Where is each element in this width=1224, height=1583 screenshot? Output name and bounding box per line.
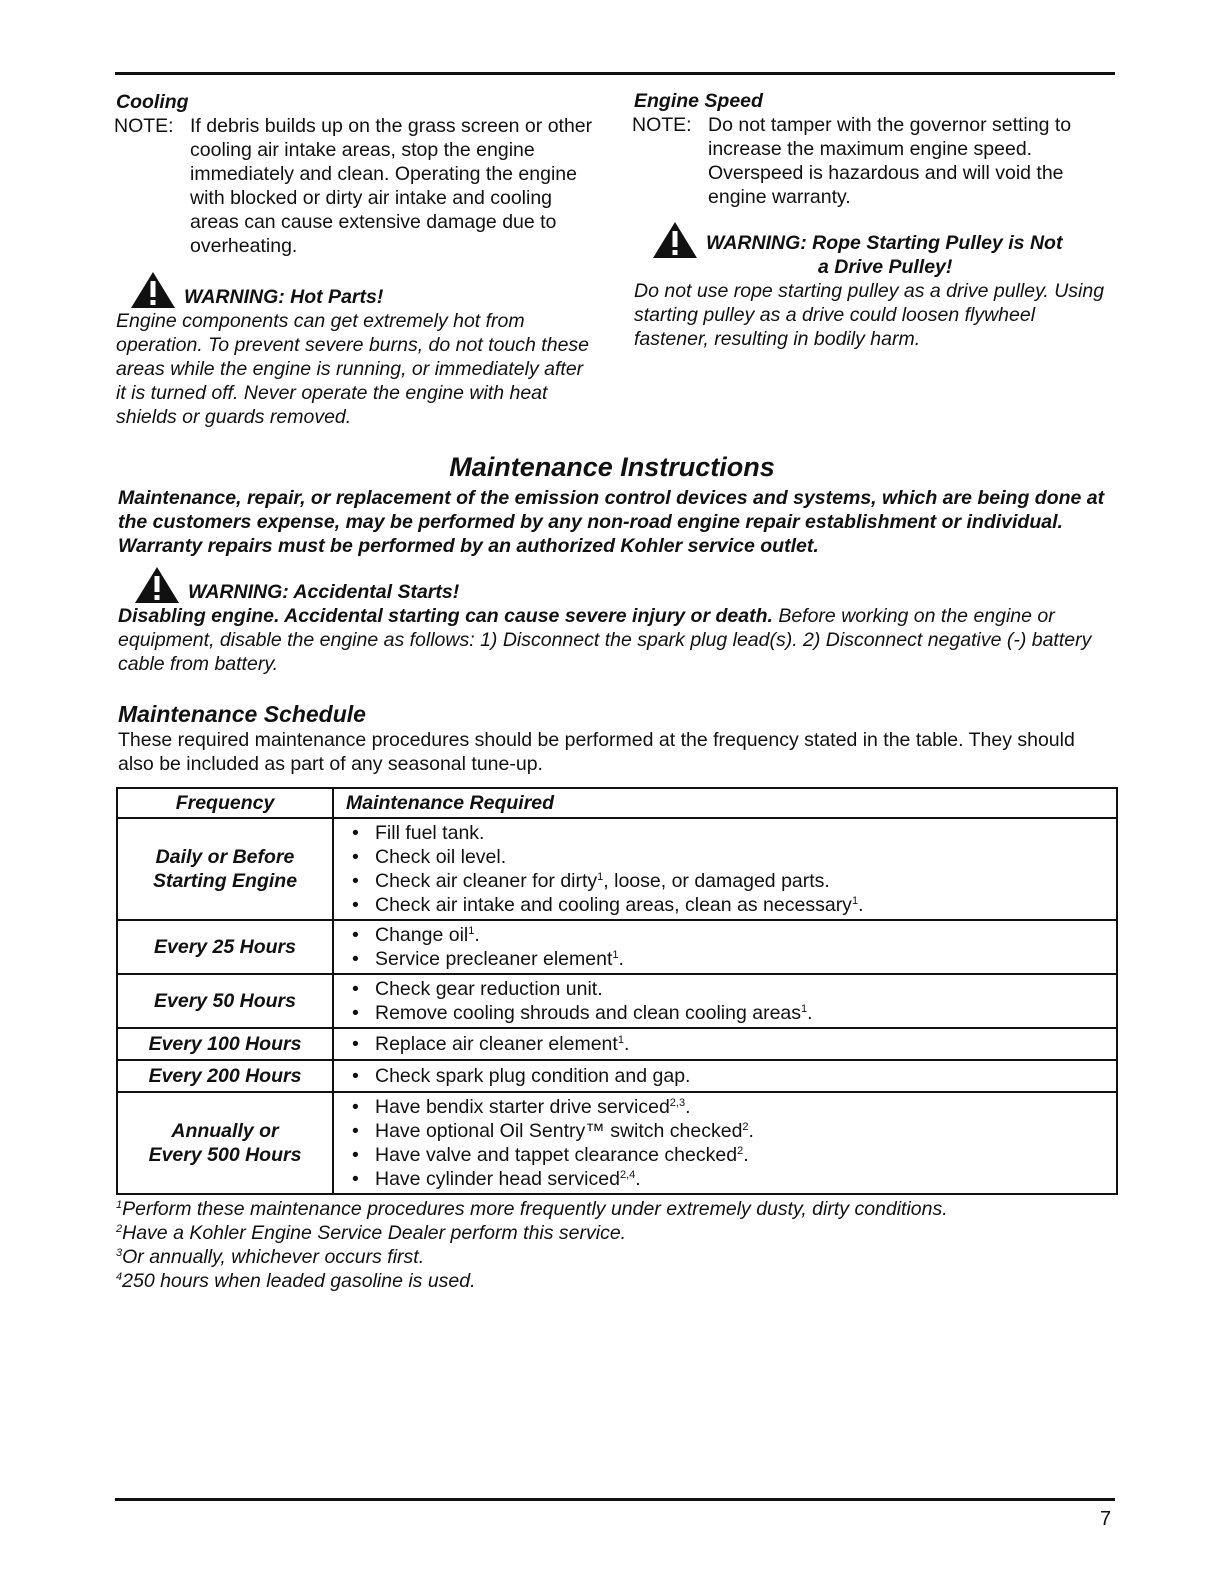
task-item <box>346 1167 1104 1191</box>
task-item <box>346 977 1104 1001</box>
task-item <box>346 1001 1104 1025</box>
note-label: NOTE: <box>632 114 692 136</box>
frequency-line: Starting Engine <box>152 870 298 892</box>
engine-speed-section <box>634 89 1114 351</box>
frequency-cell <box>117 1028 333 1060</box>
task-item <box>346 1143 1104 1167</box>
warning-triangle-icon <box>134 566 180 604</box>
maintenance-schedule-heading: Maintenance Schedule <box>118 701 366 727</box>
warning-triangle-icon <box>130 271 176 309</box>
maintenance-schedule-intro: These required maintenance procedures should be performed at the frequency stated in the table. They should also be included as part of any seasonal tune-up. <box>118 729 1075 775</box>
task-item <box>346 869 1104 893</box>
task-text: Check air cleaner for dirty <box>375 870 598 892</box>
footnote-mark: 1 <box>116 1199 123 1211</box>
footnote-ref: 2 <box>737 1145 744 1157</box>
task-text-after: . <box>623 1033 630 1055</box>
footnote-ref: 2,3 <box>669 1097 686 1109</box>
task-text-after: . <box>618 948 624 970</box>
task-item <box>346 923 1104 947</box>
maintenance-title: Maintenance Instructions <box>449 452 775 482</box>
footnote-ref: 1 <box>597 871 604 883</box>
cooling-note <box>114 114 596 258</box>
accidental-starts-warning-lead: Disabling engine. Accidental starting can cause severe injury or death. <box>118 605 773 627</box>
footnote <box>116 1269 948 1293</box>
frequency-line: Every 200 Hours <box>148 1065 302 1087</box>
maintenance-schedule-section <box>118 700 1108 776</box>
accidental-starts-warning-text: Before working on the engine or equipment, disable the engine as follows: 1) Disconnect the spark plug lead(s). 2) Disconnect negative (-) battery cable from battery. <box>118 605 1092 675</box>
table-body <box>117 818 1117 1194</box>
task-item <box>346 1032 1104 1056</box>
footnote-ref: 1 <box>612 949 619 961</box>
maintenance-schedule-table <box>116 787 1118 1195</box>
task-text-after: , loose, or damaged parts. <box>603 870 830 892</box>
rope-pulley-warning-title-line2: a Drive Pulley! <box>818 256 953 278</box>
task-text: Remove cooling shrouds and clean cooling areas <box>375 1002 802 1024</box>
frequency-cell <box>117 818 333 920</box>
accidental-starts-warning-body <box>118 604 1118 676</box>
footnote-text: Perform these maintenance procedures more frequently under extremely dusty, dirty conditions. <box>122 1198 948 1220</box>
footnote-mark: 3 <box>116 1247 123 1259</box>
footnote-text: Or annually, whichever occurs first. <box>122 1246 425 1268</box>
task-text-after: . <box>858 894 864 916</box>
frequency-line: Every 500 Hours <box>148 1144 302 1166</box>
task-text: Have bendix starter drive serviced <box>375 1096 670 1118</box>
frequency-cell <box>117 974 333 1028</box>
table-row <box>117 1060 1117 1092</box>
task-text: Check air intake and cooling areas, clean as necessary <box>375 894 852 916</box>
table-row <box>117 974 1117 1028</box>
table-row <box>117 818 1117 920</box>
task-text-after: . <box>807 1002 813 1024</box>
task-list <box>346 1095 1104 1191</box>
engine-speed-heading: Engine Speed <box>634 90 763 112</box>
footnote-ref: 2,4 <box>619 1169 636 1181</box>
maintenance-cell <box>333 1092 1117 1194</box>
warning-triangle-icon <box>652 221 698 259</box>
footnote-mark: 4 <box>116 1271 123 1283</box>
accidental-starts-warning-title: WARNING: Accidental Starts! <box>188 581 460 603</box>
footnote <box>116 1245 948 1269</box>
task-text-after: . <box>748 1120 754 1142</box>
hot-parts-warning-text: Engine components can get extremely hot from operation. To prevent severe burns, do not touch these areas while the engine is running, or immediately after it is turned off. Never operate the engine with heat shields or guards removed. <box>116 310 590 428</box>
task-item <box>346 1095 1104 1119</box>
footnote-mark: 2 <box>116 1223 123 1235</box>
footnote-text: 250 hours when leaded gasoline is used. <box>122 1270 476 1292</box>
rope-pulley-warning-text: Do not use rope starting pulley as a drive pulley. Using starting pulley as a drive could loosen flywheel fastener, resulting in bodily harm. <box>634 280 1105 350</box>
frequency-line: Every 100 Hours <box>148 1033 302 1055</box>
hot-parts-warning-title: WARNING: Hot Parts! <box>184 286 384 308</box>
cooling-note-text: If debris builds up on the grass screen or other cooling air intake areas, stop the engine immediately and clean. Operating the engine with blocked or dirty air intake and cooling areas can cause extensive damage due to overheating. <box>190 115 593 257</box>
task-text: Fill fuel tank. <box>375 822 485 844</box>
frequency-cell <box>117 920 333 974</box>
maintenance-intro: Maintenance, repair, or replacement of the emission control devices and systems, which are being done at the customers expense, may be performed by any non-road engine repair establishment or individual. Warranty repairs must be performed by an authorized Kohler service outlet. <box>118 487 1105 557</box>
rope-pulley-warning-title-line1: WARNING: Rope Starting Pulley is Not <box>706 232 1063 254</box>
maintenance-cell <box>333 1028 1117 1060</box>
maintenance-cell <box>333 1060 1117 1092</box>
top-rule <box>115 72 1115 75</box>
task-item <box>346 821 1104 845</box>
frequency-line: Annually or <box>171 1120 279 1142</box>
task-text: Check spark plug condition and gap. <box>375 1065 691 1087</box>
footnote-ref: 1 <box>851 895 859 907</box>
maintenance-cell <box>333 920 1117 974</box>
task-text: Check gear reduction unit. <box>375 978 603 1000</box>
cooling-section <box>116 90 596 429</box>
cooling-heading: Cooling <box>116 91 189 113</box>
task-item <box>346 947 1104 971</box>
task-list <box>346 821 1104 917</box>
task-text: Replace air cleaner element <box>375 1033 618 1055</box>
task-list <box>346 977 1104 1025</box>
task-text-after: . <box>685 1096 691 1118</box>
task-item <box>346 1119 1104 1143</box>
hot-parts-warning <box>130 271 596 309</box>
column-header-maintenance-required: Maintenance Required <box>333 788 1117 818</box>
rope-pulley-warning <box>652 221 1114 279</box>
page-number: 7 <box>1100 1508 1112 1530</box>
task-text: Have optional Oil Sentry™ switch checked <box>375 1120 743 1142</box>
footnote-text: Have a Kohler Engine Service Dealer perform this service. <box>122 1222 627 1244</box>
engine-speed-note <box>632 113 1114 209</box>
footnote-ref: 1 <box>801 1003 808 1015</box>
task-text: Service precleaner element <box>375 948 613 970</box>
frequency-line: Daily or Before <box>155 846 295 868</box>
engine-speed-note-text: Do not tamper with the governor setting to increase the maximum engine speed. Overspeed is hazardous and will void the engine warranty. <box>708 114 1072 208</box>
task-list <box>346 1032 1104 1056</box>
task-text: Change oil <box>375 924 469 946</box>
task-text: Have valve and tappet clearance checked <box>375 1144 738 1166</box>
table-header-row <box>117 788 1117 818</box>
frequency-line: Every 25 Hours <box>154 936 296 958</box>
task-list <box>346 923 1104 971</box>
frequency-line: Every 50 Hours <box>154 990 296 1012</box>
footnote <box>116 1221 948 1245</box>
bottom-rule <box>115 1498 1115 1501</box>
footnote-ref: 2 <box>742 1121 749 1133</box>
task-text: Check oil level. <box>375 846 507 868</box>
maintenance-cell <box>333 974 1117 1028</box>
accidental-starts-warning-header <box>134 566 1118 604</box>
task-list <box>346 1064 1104 1088</box>
frequency-cell <box>117 1060 333 1092</box>
table-row <box>117 920 1117 974</box>
table-row <box>117 1092 1117 1194</box>
task-text-after: . <box>635 1168 641 1190</box>
task-item <box>346 845 1104 869</box>
note-label: NOTE: <box>114 115 174 137</box>
frequency-cell <box>117 1092 333 1194</box>
column-header-frequency: Frequency <box>117 788 333 818</box>
task-text-after: . <box>474 924 480 946</box>
task-text-after: . <box>743 1144 749 1166</box>
task-item <box>346 893 1104 917</box>
table-row <box>117 1028 1117 1060</box>
task-text: Have cylinder head serviced <box>375 1168 620 1190</box>
footnote <box>116 1197 948 1221</box>
maintenance-cell <box>333 818 1117 920</box>
footnote-ref: 1 <box>617 1034 624 1046</box>
rope-pulley-warning-title <box>706 221 1062 279</box>
task-item <box>346 1064 1104 1088</box>
accidental-starts-warning <box>118 566 1118 676</box>
footnotes <box>116 1197 948 1293</box>
footnote-ref: 1 <box>468 925 475 937</box>
